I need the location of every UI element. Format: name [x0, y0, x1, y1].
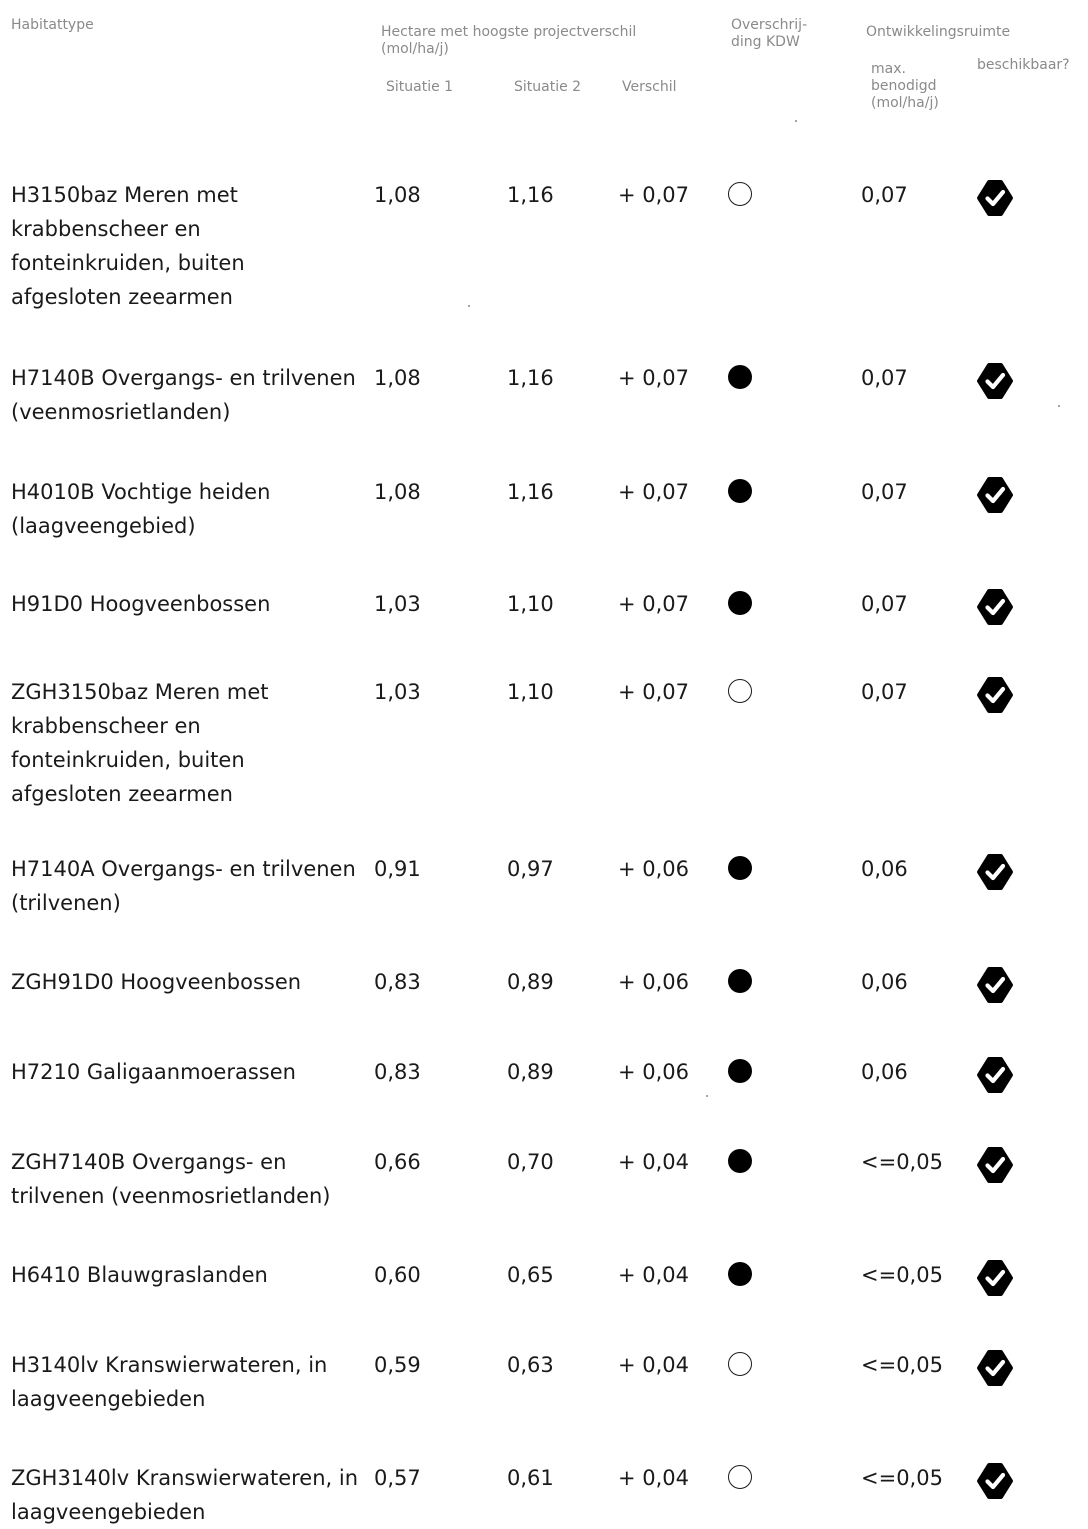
max-benodigd-value: 0,06: [861, 1060, 908, 1084]
max-benodigd-value: <=0,05: [861, 1150, 943, 1174]
situatie1-value: 1,03: [374, 592, 421, 616]
header-verschil: Verschil: [622, 79, 677, 95]
verschil-value: + 0,07: [618, 183, 690, 207]
header-situatie1: Situatie 1: [386, 79, 454, 95]
situatie1-value: 0,66: [374, 1150, 421, 1174]
check-icon: [976, 1146, 1014, 1184]
header-situatie2: Situatie 2: [514, 79, 582, 95]
verschil-value: + 0,04: [618, 1263, 690, 1287]
situatie1-value: 0,57: [374, 1466, 421, 1490]
verschil-value: + 0,04: [618, 1353, 690, 1377]
check-icon: [976, 853, 1014, 891]
situatie2-value: 0,70: [507, 1150, 554, 1174]
habitat-name: H6410 Blauwgraslanden: [11, 1263, 268, 1287]
situatie1-value: 1,08: [374, 480, 421, 504]
kdw-filled-circle-icon: [728, 969, 752, 993]
kdw-open-circle-icon: [728, 1352, 752, 1376]
check-icon: [976, 676, 1014, 714]
check-icon: [976, 1056, 1014, 1094]
verschil-value: + 0,04: [618, 1150, 690, 1174]
kdw-filled-circle-icon: [728, 479, 752, 503]
kdw-open-circle-icon: [728, 1465, 752, 1489]
habitat-name: H7140A Overgangs- en trilvenen (trilvenen): [11, 857, 356, 915]
check-icon: [976, 179, 1014, 217]
scan-speck: [706, 1095, 708, 1097]
max-benodigd-value: 0,07: [861, 480, 908, 504]
situatie2-value: 1,10: [507, 592, 554, 616]
header-kdw-line1: Overschrij-: [731, 17, 808, 33]
check-icon: [976, 588, 1014, 626]
header-ontwikkelingsruimte: Ontwikkelingsruimte: [866, 24, 1011, 40]
situatie2-value: 0,89: [507, 1060, 554, 1084]
verschil-value: + 0,07: [618, 366, 690, 390]
header-max-line1: max.: [871, 61, 906, 77]
max-benodigd-value: 0,07: [861, 680, 908, 704]
max-benodigd-value: <=0,05: [861, 1353, 943, 1377]
situatie2-value: 1,10: [507, 680, 554, 704]
max-benodigd-value: 0,07: [861, 366, 908, 390]
header-kdw-line2: ding KDW: [731, 34, 800, 50]
situatie1-value: 1,08: [374, 183, 421, 207]
max-benodigd-value: <=0,05: [861, 1263, 943, 1287]
situatie2-value: 1,16: [507, 366, 554, 390]
kdw-open-circle-icon: [728, 182, 752, 206]
situatie2-value: 0,63: [507, 1353, 554, 1377]
verschil-value: + 0,07: [618, 480, 690, 504]
verschil-value: + 0,07: [618, 680, 690, 704]
situatie1-value: 1,03: [374, 680, 421, 704]
habitat-name: H4010B Vochtige heiden (laagveengebied): [11, 480, 271, 538]
habitat-name: ZGH3140lv Kranswierwateren, in laagveengebieden: [11, 1466, 359, 1524]
kdw-open-circle-icon: [728, 679, 752, 703]
scan-speck: [468, 305, 470, 307]
check-icon: [976, 1349, 1014, 1387]
situatie1-value: 0,83: [374, 970, 421, 994]
check-icon: [976, 1259, 1014, 1297]
verschil-value: + 0,06: [618, 857, 690, 881]
situatie2-value: 0,97: [507, 857, 554, 881]
check-icon: [976, 1462, 1014, 1500]
situatie2-value: 1,16: [507, 480, 554, 504]
max-benodigd-value: <=0,05: [861, 1466, 943, 1490]
kdw-filled-circle-icon: [728, 856, 752, 880]
situatie1-value: 0,83: [374, 1060, 421, 1084]
header-hectare-unit: (mol/ha/j): [381, 41, 449, 57]
max-benodigd-value: 0,06: [861, 857, 908, 881]
habitat-name: H3140lv Kranswierwateren, in laagveengebieden: [11, 1353, 328, 1411]
kdw-filled-circle-icon: [728, 591, 752, 615]
habitat-name: ZGH91D0 Hoogveenbossen: [11, 970, 302, 994]
situatie2-value: 1,16: [507, 183, 554, 207]
situatie1-value: 0,91: [374, 857, 421, 881]
habitat-name: ZGH3150baz Meren met krabbenscheer en fonteinkruiden, buiten afgesloten zeearmen: [11, 680, 269, 806]
kdw-filled-circle-icon: [728, 1059, 752, 1083]
situatie2-value: 0,61: [507, 1466, 554, 1490]
kdw-filled-circle-icon: [728, 1262, 752, 1286]
scan-speck: [1058, 405, 1060, 407]
habitat-name: ZGH7140B Overgangs- en trilvenen (veenmosrietlanden): [11, 1150, 331, 1208]
situatie1-value: 0,59: [374, 1353, 421, 1377]
max-benodigd-value: 0,06: [861, 970, 908, 994]
kdw-filled-circle-icon: [728, 365, 752, 389]
situatie2-value: 0,89: [507, 970, 554, 994]
header-max-line3: (mol/ha/j): [871, 95, 939, 111]
check-icon: [976, 966, 1014, 1004]
situatie1-value: 0,60: [374, 1263, 421, 1287]
check-icon: [976, 476, 1014, 514]
scan-speck: [795, 120, 797, 122]
verschil-value: + 0,06: [618, 1060, 690, 1084]
kdw-filled-circle-icon: [728, 1149, 752, 1173]
habitat-name: H3150baz Meren met krabbenscheer en fonteinkruiden, buiten afgesloten zeearmen: [11, 183, 245, 309]
max-benodigd-value: 0,07: [861, 592, 908, 616]
header-max-line2: benodigd: [871, 78, 937, 94]
habitat-name: H7210 Galigaanmoerassen: [11, 1060, 296, 1084]
verschil-value: + 0,06: [618, 970, 690, 994]
check-icon: [976, 362, 1014, 400]
header-hectare: Hectare met hoogste projectverschil: [381, 24, 637, 40]
situatie2-value: 0,65: [507, 1263, 554, 1287]
verschil-value: + 0,07: [618, 592, 690, 616]
header-beschikbaar: beschikbaar?: [977, 57, 1070, 73]
habitat-name: H7140B Overgangs- en trilvenen (veenmosrietlanden): [11, 366, 356, 424]
habitat-name: H91D0 Hoogveenbossen: [11, 592, 271, 616]
situatie1-value: 1,08: [374, 366, 421, 390]
max-benodigd-value: 0,07: [861, 183, 908, 207]
header-habitattype: Habitattype: [11, 17, 94, 33]
verschil-value: + 0,04: [618, 1466, 690, 1490]
